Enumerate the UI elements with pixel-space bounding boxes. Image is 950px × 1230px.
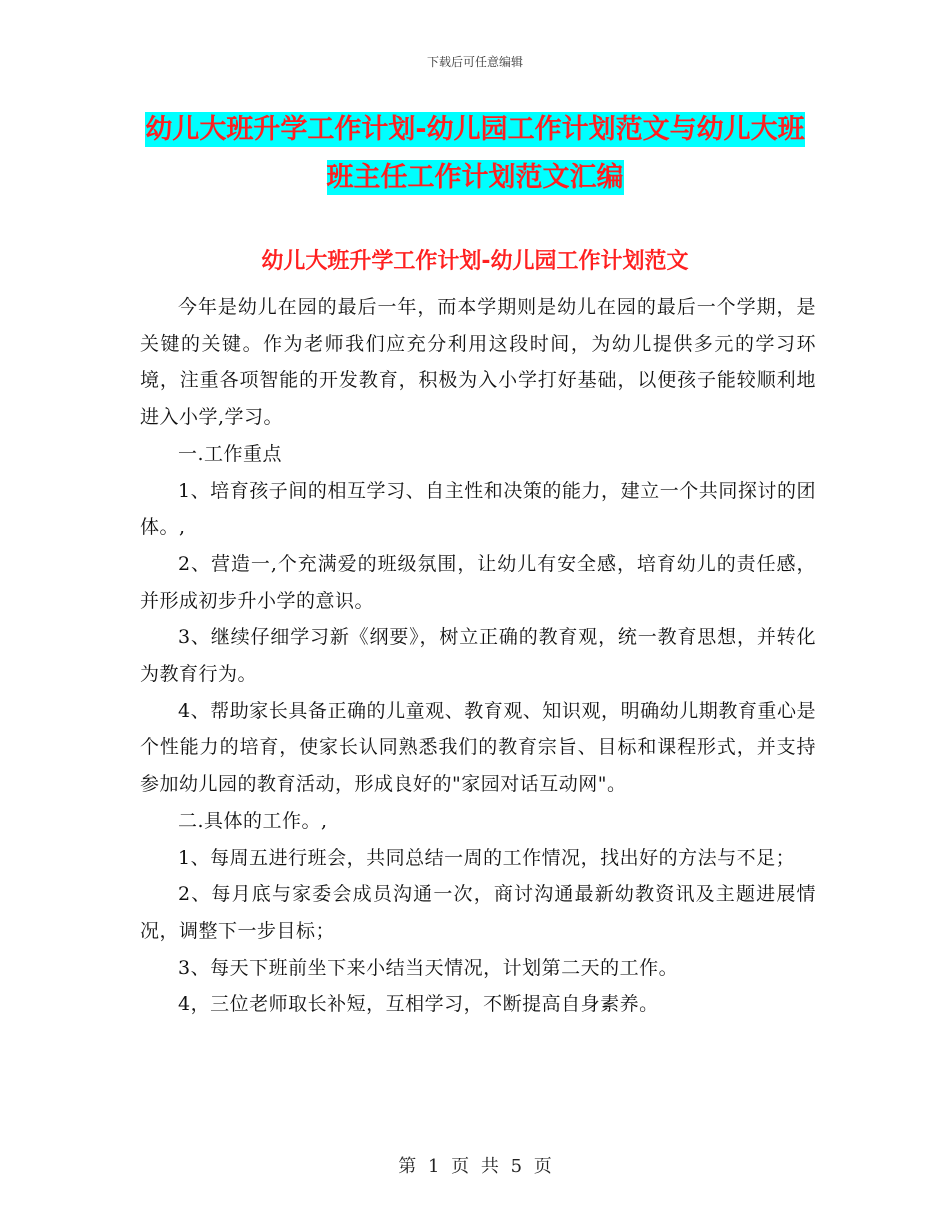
document-body (140, 289, 816, 1023)
page-footer: 第 1 页 共 5 页 (398, 1156, 552, 1177)
paragraph-work-3: 3、每天下班前坐下来小结当天情况，计划第二天的工作。 (178, 956, 679, 979)
paragraph-intro: 今年是幼儿在园的最后一年，而本学期则是幼儿在园的最后一个学期，是关键的关键。作为老师我们应充分利用这段时间，为幼儿提供多元的学习环境，注重各项智能的开发教育，积极为入小学打好基础，以便孩子能较顺利地进入小学,学习。 (140, 296, 816, 429)
paragraph-focus-2: 2、营造一,个充满爱的班级氛围，让幼儿有安全感，培育幼儿的责任感，并形成初步升小学的意识。 (140, 552, 816, 612)
paragraph-work-1: 1、每周五进行班会，共同总结一周的工作情况，找出好的方法与不足； (178, 846, 796, 869)
heading-specific-work: 二.具体的工作。, (178, 809, 328, 832)
paragraph-focus-3: 3、继续仔细学习新《纲要》，树立正确的教育观，统一教育思想，并转化为教育行为。 (140, 626, 816, 686)
paragraph-focus-1: 1、培育孩子间的相互学习、自主性和决策的能力，建立一个共同探讨的团体。, (140, 479, 816, 539)
paragraph-work-4: 4，三位老师取长补短，互相学习，不断提高自身素养。 (178, 993, 659, 1016)
document-title-text: 幼儿大班升学工作计划-幼儿园工作计划范文与幼儿大班班主任工作计划范文汇编 (145, 114, 805, 193)
paragraph-focus-4: 4、帮助家长具备正确的儿童观、教育观、知识观，明确幼儿期教育重心是个性能力的培育，使家长认同熟悉我们的教育宗旨、目标和课程形式，并支持参加幼儿园的教育活动，形成良好的"家园对话互动网"。 (140, 699, 816, 796)
header-note: 下载后可任意编辑 (426, 55, 523, 69)
paragraph-work-2: 2、每月底与家委会成员沟通一次，商讨沟通最新幼教资讯及主题进展情况，调整下一步目标； (140, 883, 816, 942)
heading-work-focus: 一.工作重点 (178, 442, 283, 465)
document-title (140, 106, 810, 202)
section-title: 幼儿大班升学工作计划-幼儿园工作计划范文 (261, 249, 689, 274)
